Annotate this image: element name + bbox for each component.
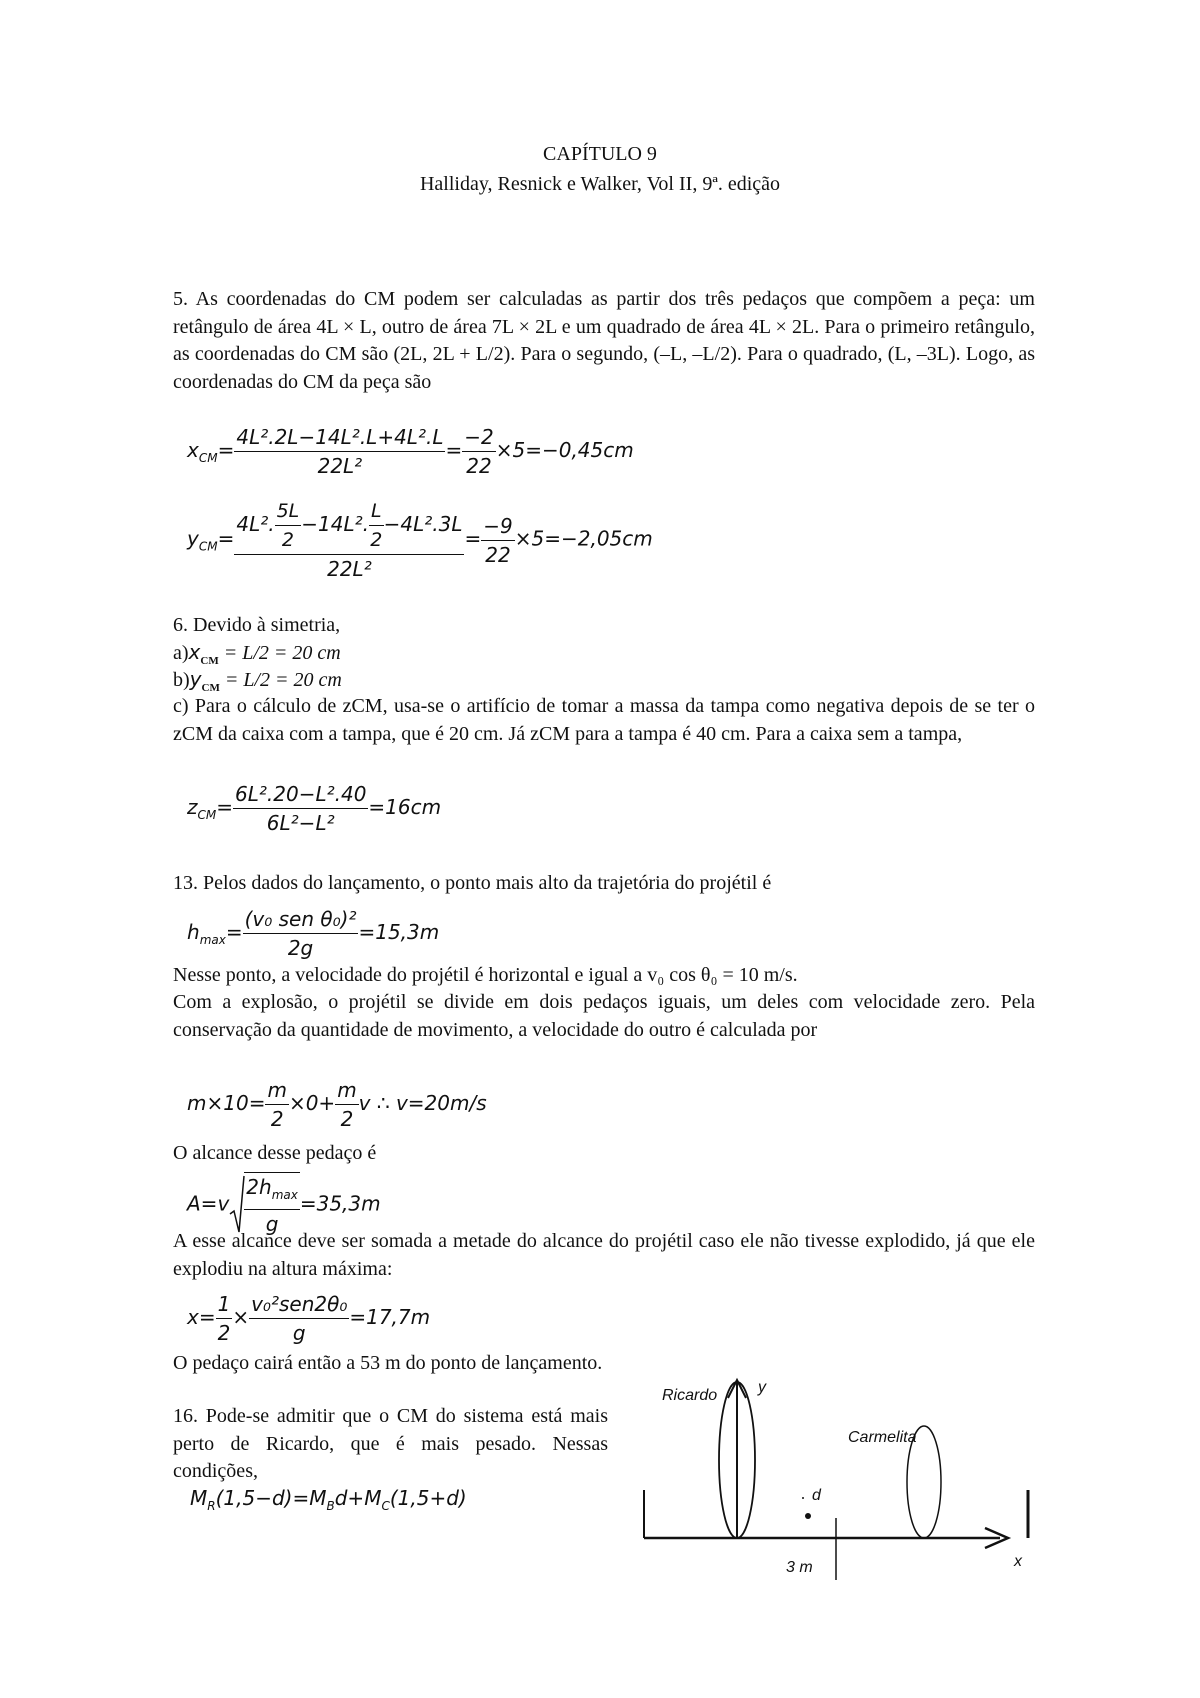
eq-half-mult: ×	[232, 1305, 250, 1329]
eq-A-result: =35,3m	[299, 1191, 381, 1216]
item-a-var: x	[188, 640, 201, 664]
eq-h-numerator: (v₀ sen θ₀)²	[243, 905, 359, 934]
eq-half-result: =17,7m	[349, 1305, 431, 1329]
eq-y-mid-denominator: 22	[485, 542, 511, 567]
equation-y-cm: $y_{CM}=$ 4L². $\frac{5L}{2}$ −14L². $\frac{L}{2}$ −4L².3L 22L² = $\frac{-9}{22}$ ×5=−2,05cm	[187, 497, 653, 583]
eq-m-f1-den: 2	[270, 1107, 284, 1131]
eq16-s1: R	[207, 1499, 216, 1513]
problem-13-para3: O alcance desse pedaço é	[173, 1142, 377, 1164]
eq-y-lhs-sub: CM	[198, 539, 218, 554]
eq-y-denominator: 22L²	[327, 557, 372, 581]
chapter-title: CAPÍTULO 9	[543, 143, 657, 165]
small-dot	[802, 1497, 804, 1499]
eq-half-lhs: x=	[187, 1305, 216, 1329]
eq-z-lhs-sub: CM	[197, 808, 217, 822]
eq-half-f1-den: 2	[217, 1321, 231, 1345]
eq-h-result: =15,3m	[358, 920, 440, 944]
item-a-sub: CM	[200, 655, 219, 667]
eq-A-lhs: A=v	[187, 1191, 230, 1216]
equation-half-range	[187, 1290, 430, 1347]
item-b-sub: CM	[201, 682, 220, 694]
eq-x-result: ×5=−0,45cm	[495, 438, 634, 462]
eq-half-f1-num: 1	[216, 1290, 233, 1319]
radical-sign-icon	[229, 1174, 245, 1236]
eq-A-root-den: g	[265, 1212, 279, 1236]
eq16-s3: C	[381, 1499, 390, 1513]
eq-half-f2-num: v₀²sen2θ₀	[249, 1290, 349, 1319]
eq-z-lhs: z	[187, 795, 198, 819]
problem-6-c-text: c) Para o cálculo de zCM, usa-se o artifício de tomar a massa da tampa como negativa depois de se ter o zCM da caixa com a tampa, que é 20 cm. Já zCM para a tampa é 40 cm. Para a caixa sem a tampa,	[173, 695, 1035, 745]
eq16-s2: B	[326, 1499, 335, 1513]
problem-13-para4: A esse alcance deve ser somada a metade do alcance do projétil caso ele não tivesse explodido, já que ele explodiu na altura máxima:	[173, 1230, 1035, 1280]
eq-x-lhs: x	[187, 438, 199, 462]
label-y: y	[758, 1379, 766, 1396]
eq16-p2: d+	[334, 1486, 365, 1510]
eq-y-frac1-num: 5L	[275, 497, 302, 526]
eq-y-frac2-den: 2	[370, 529, 383, 551]
equation-x-cm: $x_{CM}=$ $\frac{\text{4L².2L−14L².L+4L².L}}{\text{22L²}}$ = $\frac{-2}{22}$ ×5=−0,45cm	[187, 425, 634, 478]
eq-y-mid-numerator: −9	[481, 512, 514, 541]
eq-x-mid-denominator: 22	[466, 454, 492, 478]
item-a-rest: = L/2 = 20 cm	[218, 642, 341, 664]
eq-m-f2-num: m	[335, 1076, 358, 1105]
eq-x-lhs-sub: CM	[198, 451, 218, 465]
equation-momentum	[187, 1076, 487, 1133]
eq-h-denominator: 2g	[287, 936, 314, 960]
problem-13-para5: O pedaço cairá então a 53 m do ponto de lançamento.	[173, 1352, 603, 1374]
eq16-m2: M	[309, 1486, 327, 1510]
center-of-mass-dot	[805, 1513, 811, 1519]
eq-y-lhs: y	[187, 526, 199, 551]
problem-5-text: 5. As coordenadas do CM podem ser calculadas as partir dos três pedaços que compõem a peça: um retângulo de área 4L × L, outro de área 7L × 2L e um quadrado de área 4L × 2L. Para o primeiro retângulo, as coordenadas do CM são (2L, 2L + L/2). Para o segundo, (–L, –L/2). Para o quadrado, (L, –3L). Logo, as coordenadas do CM da peça são	[173, 288, 1035, 393]
eq-z-denominator: 6L²−L²	[266, 811, 335, 835]
eq16-p1: (1,5−d)=	[215, 1486, 310, 1510]
eq-half-f2-den: g	[292, 1321, 306, 1345]
eq-x-mid-numerator: −2	[462, 423, 495, 452]
eq-h-lhs: h	[187, 920, 200, 944]
eq-x-numerator: 4L².2L−14L².L+4L².L	[234, 423, 445, 452]
equation-h-max: $h_{max}=$ $\frac{\text{(v₀ sen θ₀)²}}{2g}$ =15,3m	[187, 907, 440, 960]
boat-diagram	[640, 1370, 1040, 1590]
problem-13-intro: 13. Pelos dados do lançamento, o ponto mais alto da trajetória do projétil é	[173, 872, 772, 894]
label-x: x	[1014, 1553, 1022, 1570]
eq-A-root-num-sub: max	[271, 1188, 298, 1202]
equation-16	[190, 1486, 467, 1513]
eq-m-f1-num: m	[265, 1076, 288, 1105]
eq-A-root-num: 2h	[246, 1175, 272, 1199]
eq-z-numerator: 6L².20−L².40	[233, 780, 368, 809]
eq-m-a: m×10=	[187, 1091, 266, 1115]
eq-y-frac1-den: 2	[281, 529, 294, 551]
problem-6-title: 6. Devido à simetria,	[173, 614, 341, 636]
label-3m: 3 m	[786, 1559, 813, 1576]
book-reference: Halliday, Resnick e Walker, Vol II, 9ª. edição	[419, 173, 781, 195]
problem-13-para1: Nesse ponto, a velocidade do projétil é horizontal e igual a v₀ cos θ₀ = 10 m/s.	[173, 964, 798, 986]
eq-m-f2-den: 2	[340, 1107, 354, 1131]
eq-m-b: ×0+	[288, 1091, 336, 1115]
eq-y-num-a: 4L².	[236, 512, 275, 536]
equation-z-cm: $z_{CM}=$ $\frac{\text{6L².20−L².40}}{\text{6L²−L²}}$ =16cm	[187, 782, 442, 835]
eq16-p3: (1,5+d)	[389, 1486, 467, 1510]
item-a-prefix: a)	[173, 642, 189, 664]
problem-13-para2: Com a explosão, o projétil se divide em dois pedaços iguais, um deles com velocidade zero. Pela conservação da quantidade de movimento, a velocidade do outro é calculada por	[173, 991, 1035, 1041]
eq-x-denominator: 22L²	[317, 454, 363, 478]
eq16-m1: M	[190, 1486, 208, 1510]
eq-y-num-b: −14L².	[301, 512, 370, 536]
label-d: d	[812, 1487, 821, 1504]
problem-16-text: 16. Pode-se admitir que o CM do sistema está mais perto de Ricardo, que é mais pesado. Nessas condições,	[173, 1405, 608, 1482]
label-carmelita: Carmelita	[848, 1429, 917, 1446]
eq-m-c: v ∴ v=20m/s	[358, 1091, 487, 1115]
eq-z-result: =16cm	[368, 795, 442, 819]
item-b-prefix: b)	[173, 669, 190, 691]
eq-h-lhs-sub: max	[199, 933, 226, 947]
eq-y-frac2-num: L	[369, 497, 384, 526]
item-b-rest: = L/2 = 20 cm	[219, 669, 342, 691]
label-ricardo: Ricardo	[662, 1387, 718, 1404]
eq-y-num-c: −4L².3L	[383, 512, 463, 536]
item-b-var: y	[189, 667, 202, 691]
eq-y-result: ×5=−2,05cm	[514, 526, 653, 551]
eq16-m3: M	[364, 1486, 382, 1510]
